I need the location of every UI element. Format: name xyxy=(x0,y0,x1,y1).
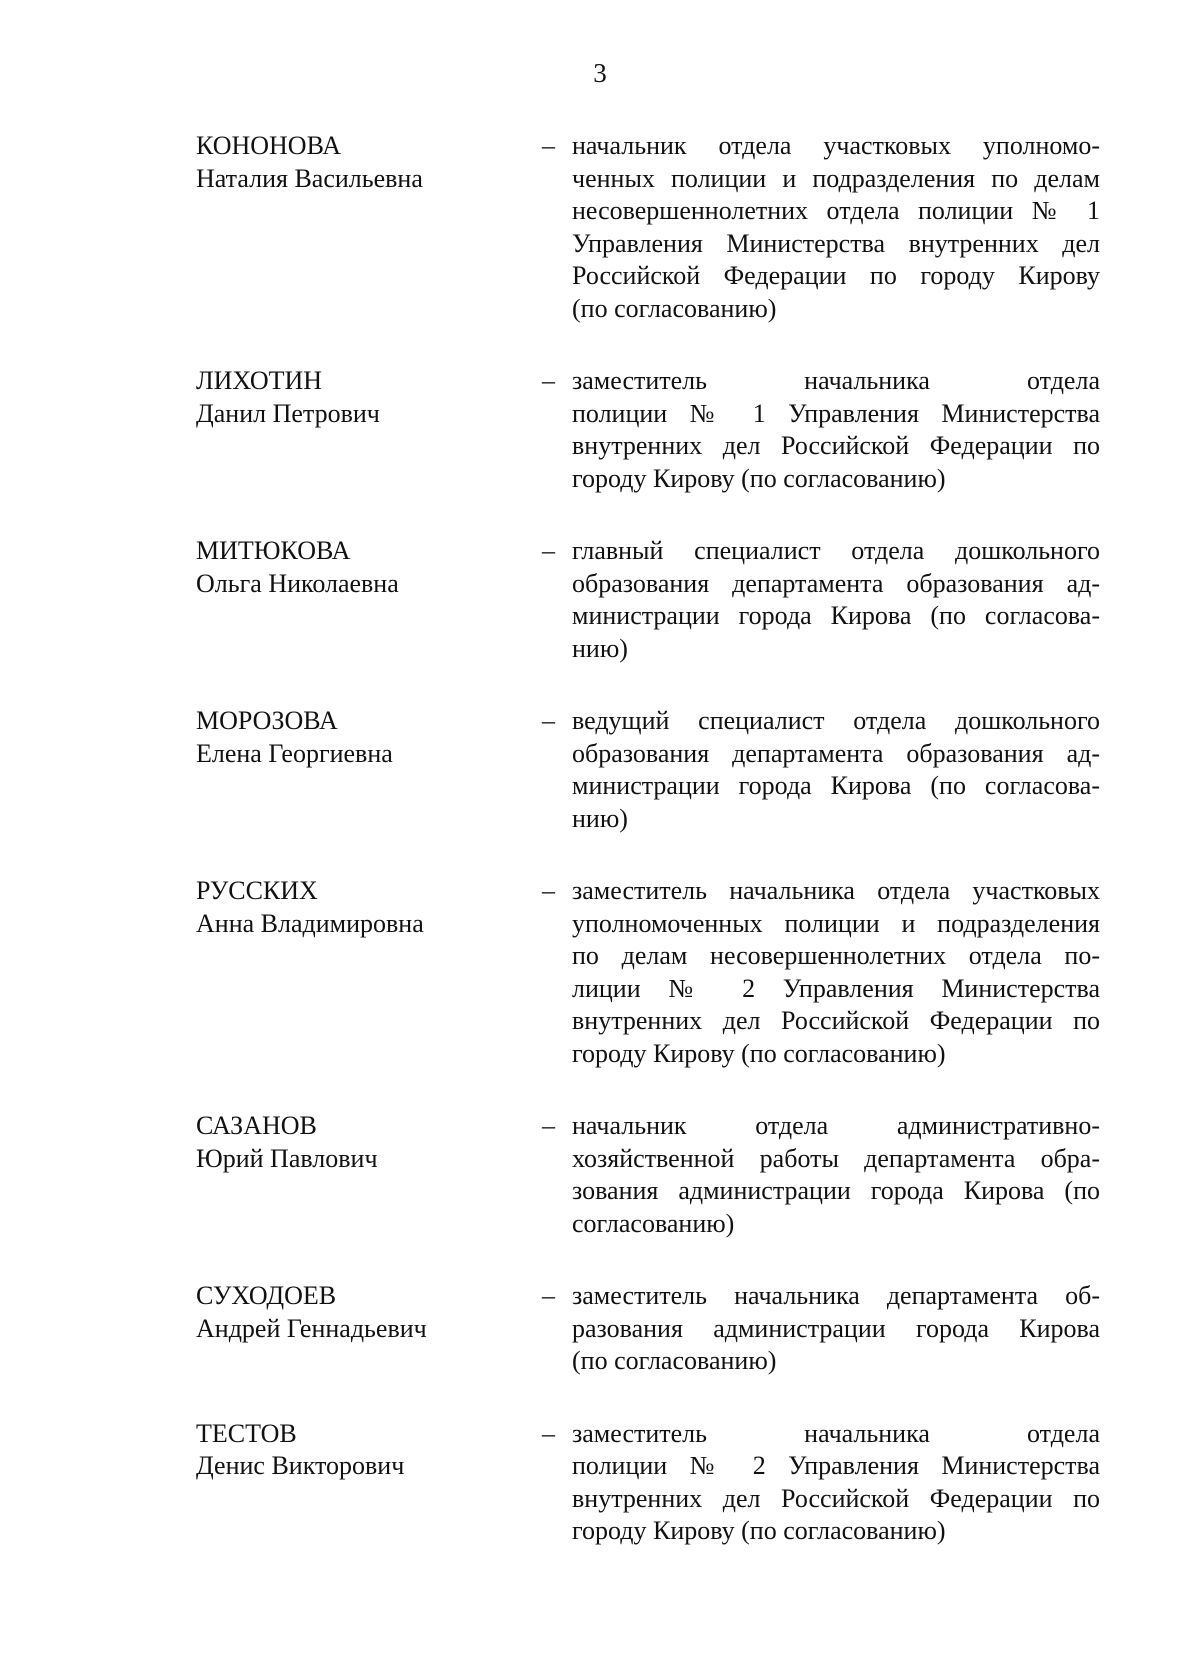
role-line: образования департамента образования ад- xyxy=(572,568,1100,598)
member-given-names: Денис Викторович xyxy=(196,1451,405,1480)
role-line: нию) xyxy=(572,633,628,663)
member-name xyxy=(196,1110,542,1175)
role-line: несовершеннолетних отдела полиции № 1 xyxy=(572,196,1100,225)
member-name xyxy=(196,365,542,430)
member-surname: МИТЮКОВА xyxy=(196,536,351,565)
role-line: Российской Федерации по городу Кирову xyxy=(572,261,1100,290)
dash-separator: – xyxy=(542,1418,555,1448)
role-line: заместитель начальника департамента об- xyxy=(572,1281,1100,1310)
dash-separator: – xyxy=(542,536,555,565)
member-entry xyxy=(196,130,1106,325)
member-given-names: Ольга Николаевна xyxy=(196,568,399,598)
role-line: заместитель начальника отдела участковых xyxy=(572,876,1100,905)
member-role xyxy=(572,1418,1100,1548)
member-surname: ЛИХОТИН xyxy=(196,366,323,395)
member-entry xyxy=(196,1110,1106,1240)
role-line: министрации города Кирова (по согласова- xyxy=(572,601,1100,630)
member-role xyxy=(572,365,1100,495)
role-line: ведущий специалист отдела дошкольного xyxy=(572,706,1100,735)
member-surname: РУССКИХ xyxy=(196,876,318,905)
role-line: уполномоченных полиции и подразделения xyxy=(572,908,1100,938)
role-line: заместитель начальника отдела xyxy=(572,366,1100,395)
dash-separator: – xyxy=(542,1281,555,1310)
member-role xyxy=(572,130,1100,325)
dash-separator: – xyxy=(542,366,555,395)
role-line: ченных полиции и подразделения по делам xyxy=(572,163,1100,193)
member-entry xyxy=(196,535,1106,665)
role-line: Управления Министерства внутренних дел xyxy=(572,228,1100,258)
role-line: зования администрации города Кирова (по xyxy=(572,1176,1100,1205)
role-line: хозяйственной работы департамента обра- xyxy=(572,1143,1100,1173)
member-name xyxy=(196,875,542,940)
member-name xyxy=(196,535,542,600)
member-given-names: Елена Георгиевна xyxy=(196,738,393,768)
member-given-names: Наталия Васильевна xyxy=(196,163,423,193)
member-given-names: Анна Владимировна xyxy=(196,908,424,938)
role-line: разования администрации города Кирова xyxy=(572,1313,1100,1343)
member-given-names: Юрий Павлович xyxy=(196,1143,378,1173)
member-surname: СУХОДОЕВ xyxy=(196,1281,337,1310)
role-line: главный специалист отдела дошкольного xyxy=(572,536,1100,565)
member-role xyxy=(572,1110,1100,1240)
dash-separator: – xyxy=(542,131,555,160)
role-line: образования департамента образования ад- xyxy=(572,738,1100,768)
member-given-names: Андрей Геннадьевич xyxy=(196,1313,427,1343)
role-line: министрации города Кирова (по согласова- xyxy=(572,771,1100,800)
member-surname: КОНОНОВА xyxy=(196,131,342,160)
role-line: полиции № 1 Управления Министерства xyxy=(572,398,1100,428)
role-line: внутренних дел Российской Федерации по xyxy=(572,1483,1100,1513)
dash-separator: – xyxy=(542,1111,555,1140)
role-line: городу Кирову (по согласованию) xyxy=(572,463,946,493)
role-line: городу Кирову (по согласованию) xyxy=(572,1038,946,1068)
role-line: согласованию) xyxy=(572,1208,735,1238)
role-line: по делам несовершеннолетних отдела по- xyxy=(572,941,1100,970)
role-line: городу Кирову (по согласованию) xyxy=(572,1516,946,1545)
role-line: лиции № 2 Управления Министерства xyxy=(572,973,1100,1003)
member-entry xyxy=(196,1418,1106,1548)
role-line: (по согласованию) xyxy=(572,1346,777,1375)
member-name xyxy=(196,1418,542,1483)
role-line: (по согласованию) xyxy=(572,293,777,323)
member-role xyxy=(572,875,1100,1070)
role-line: заместитель начальника отдела xyxy=(572,1418,1100,1448)
role-line: внутренних дел Российской Федерации по xyxy=(572,431,1100,460)
role-line: начальник отдела участковых уполномо- xyxy=(572,131,1100,160)
member-given-names: Данил Петрович xyxy=(196,398,380,428)
member-role xyxy=(572,1280,1100,1378)
member-entry xyxy=(196,875,1106,1070)
dash-separator: – xyxy=(542,706,555,735)
dash-separator: – xyxy=(542,876,555,905)
member-entry xyxy=(196,365,1106,495)
role-line: нию) xyxy=(572,803,628,833)
role-line: полиции № 2 Управления Министерства xyxy=(572,1451,1100,1480)
member-name xyxy=(196,705,542,770)
member-role xyxy=(572,535,1100,665)
member-entry xyxy=(196,1280,1106,1378)
member-name xyxy=(196,130,542,195)
role-line: внутренних дел Российской Федерации по xyxy=(572,1006,1100,1035)
role-line: начальник отдела административно- xyxy=(572,1111,1100,1140)
member-role xyxy=(572,705,1100,835)
member-surname: ТЕСТОВ xyxy=(196,1418,297,1448)
member-list xyxy=(196,130,1106,1588)
member-surname: САЗАНОВ xyxy=(196,1111,317,1140)
member-surname: МОРОЗОВА xyxy=(196,706,338,735)
member-entry xyxy=(196,705,1106,835)
page-number: 3 xyxy=(593,58,607,88)
member-name xyxy=(196,1280,542,1345)
